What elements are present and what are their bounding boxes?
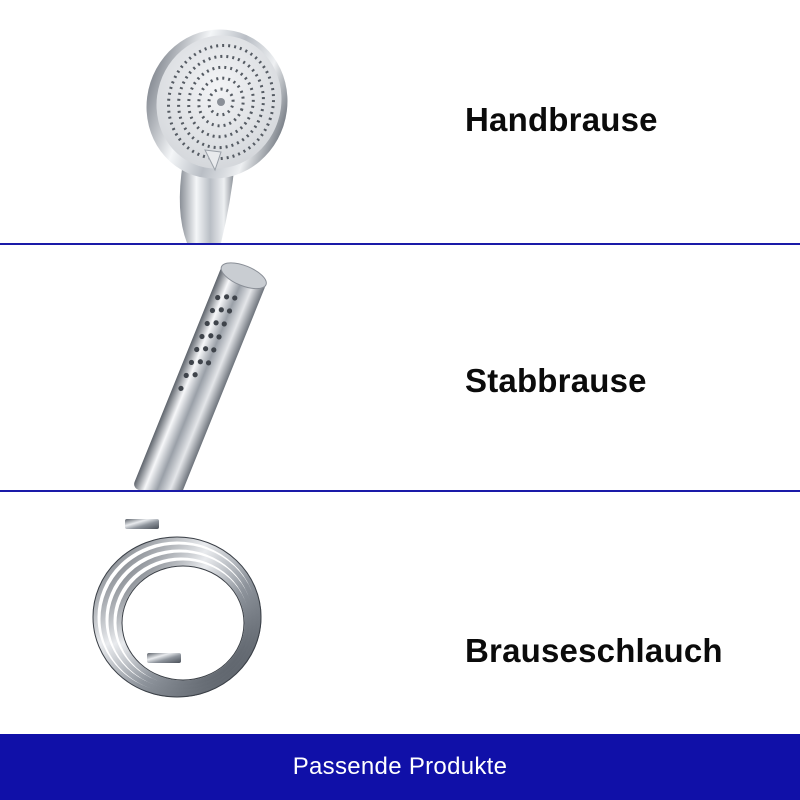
product-label-stabbrause: Stabbrause xyxy=(465,362,647,399)
footer-text: Passende Produkte xyxy=(292,753,508,780)
footer-banner xyxy=(0,734,800,800)
hand-shower-icon xyxy=(135,22,305,243)
product-row-brauseschlauch[interactable] xyxy=(0,492,800,732)
product-label-handbrause: Handbrause xyxy=(465,101,658,138)
product-label-brauseschlauch: Brauseschlauch xyxy=(465,632,723,669)
shower-hose-icon xyxy=(85,517,285,712)
product-row-stabbrause[interactable] xyxy=(0,245,800,490)
product-row-handbrause[interactable] xyxy=(0,0,800,243)
stick-shower-icon xyxy=(120,245,280,490)
